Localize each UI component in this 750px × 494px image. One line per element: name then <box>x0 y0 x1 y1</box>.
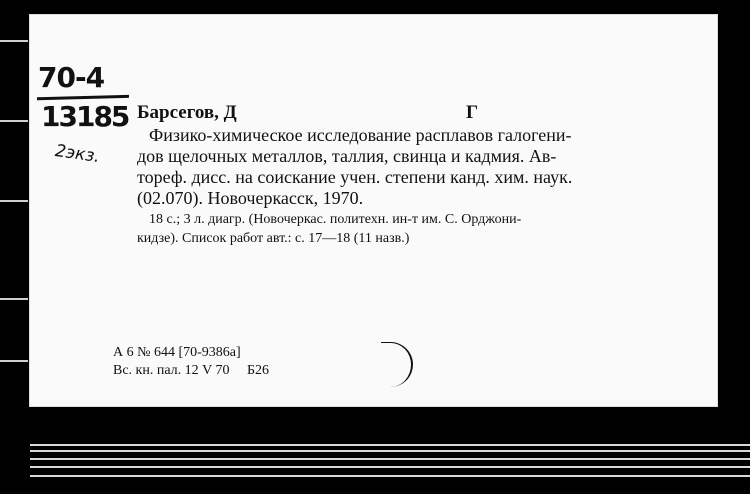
index-line: А 6 № 644 [70-9386а] <box>113 345 241 360</box>
shelf-number: 70-4 <box>38 61 105 94</box>
scan-tick <box>0 360 28 362</box>
catalog-card <box>29 14 718 407</box>
registry-line: Вс. кн. пал. 12 V 70 Б26 <box>113 363 270 378</box>
scan-bottom-edge <box>0 404 750 494</box>
description-line: (02.070). Новочеркасск, 1970. <box>137 188 364 208</box>
description-line: Физико-химическое исследование расплавов галогени- <box>149 125 572 145</box>
scan-line <box>30 450 750 452</box>
stamp-bracket-mark <box>381 342 413 387</box>
inventory-number: 13185 <box>41 100 129 133</box>
copies-note: 2экз. <box>53 140 102 168</box>
scan-tick <box>0 120 28 122</box>
title-description <box>137 125 703 209</box>
scan-line <box>30 458 750 460</box>
scan-tick <box>0 298 28 300</box>
physical-description <box>137 210 703 248</box>
description-line: дов щелочных металлов, таллия, свинца и кадмия. Ав- <box>137 146 557 166</box>
scan-line <box>30 475 750 477</box>
description-line: тореф. дисс. на соискание учен. степени канд. хим. наук. <box>137 167 573 187</box>
scan-line <box>30 466 750 468</box>
catalog-letter: Г <box>466 102 479 123</box>
card-footer <box>113 344 269 380</box>
scan-tick <box>0 40 28 42</box>
scan-tick <box>0 200 28 202</box>
physical-line: 18 с.; 3 л. диагр. (Новочеркас. политехн. ин-т им. С. Орджони- <box>149 212 522 227</box>
physical-line: кидзе). Список работ авт.: с. 17—18 (11 назв.) <box>137 231 410 246</box>
scan-line <box>30 444 750 446</box>
author-heading: Барсегов, Д <box>137 102 237 123</box>
